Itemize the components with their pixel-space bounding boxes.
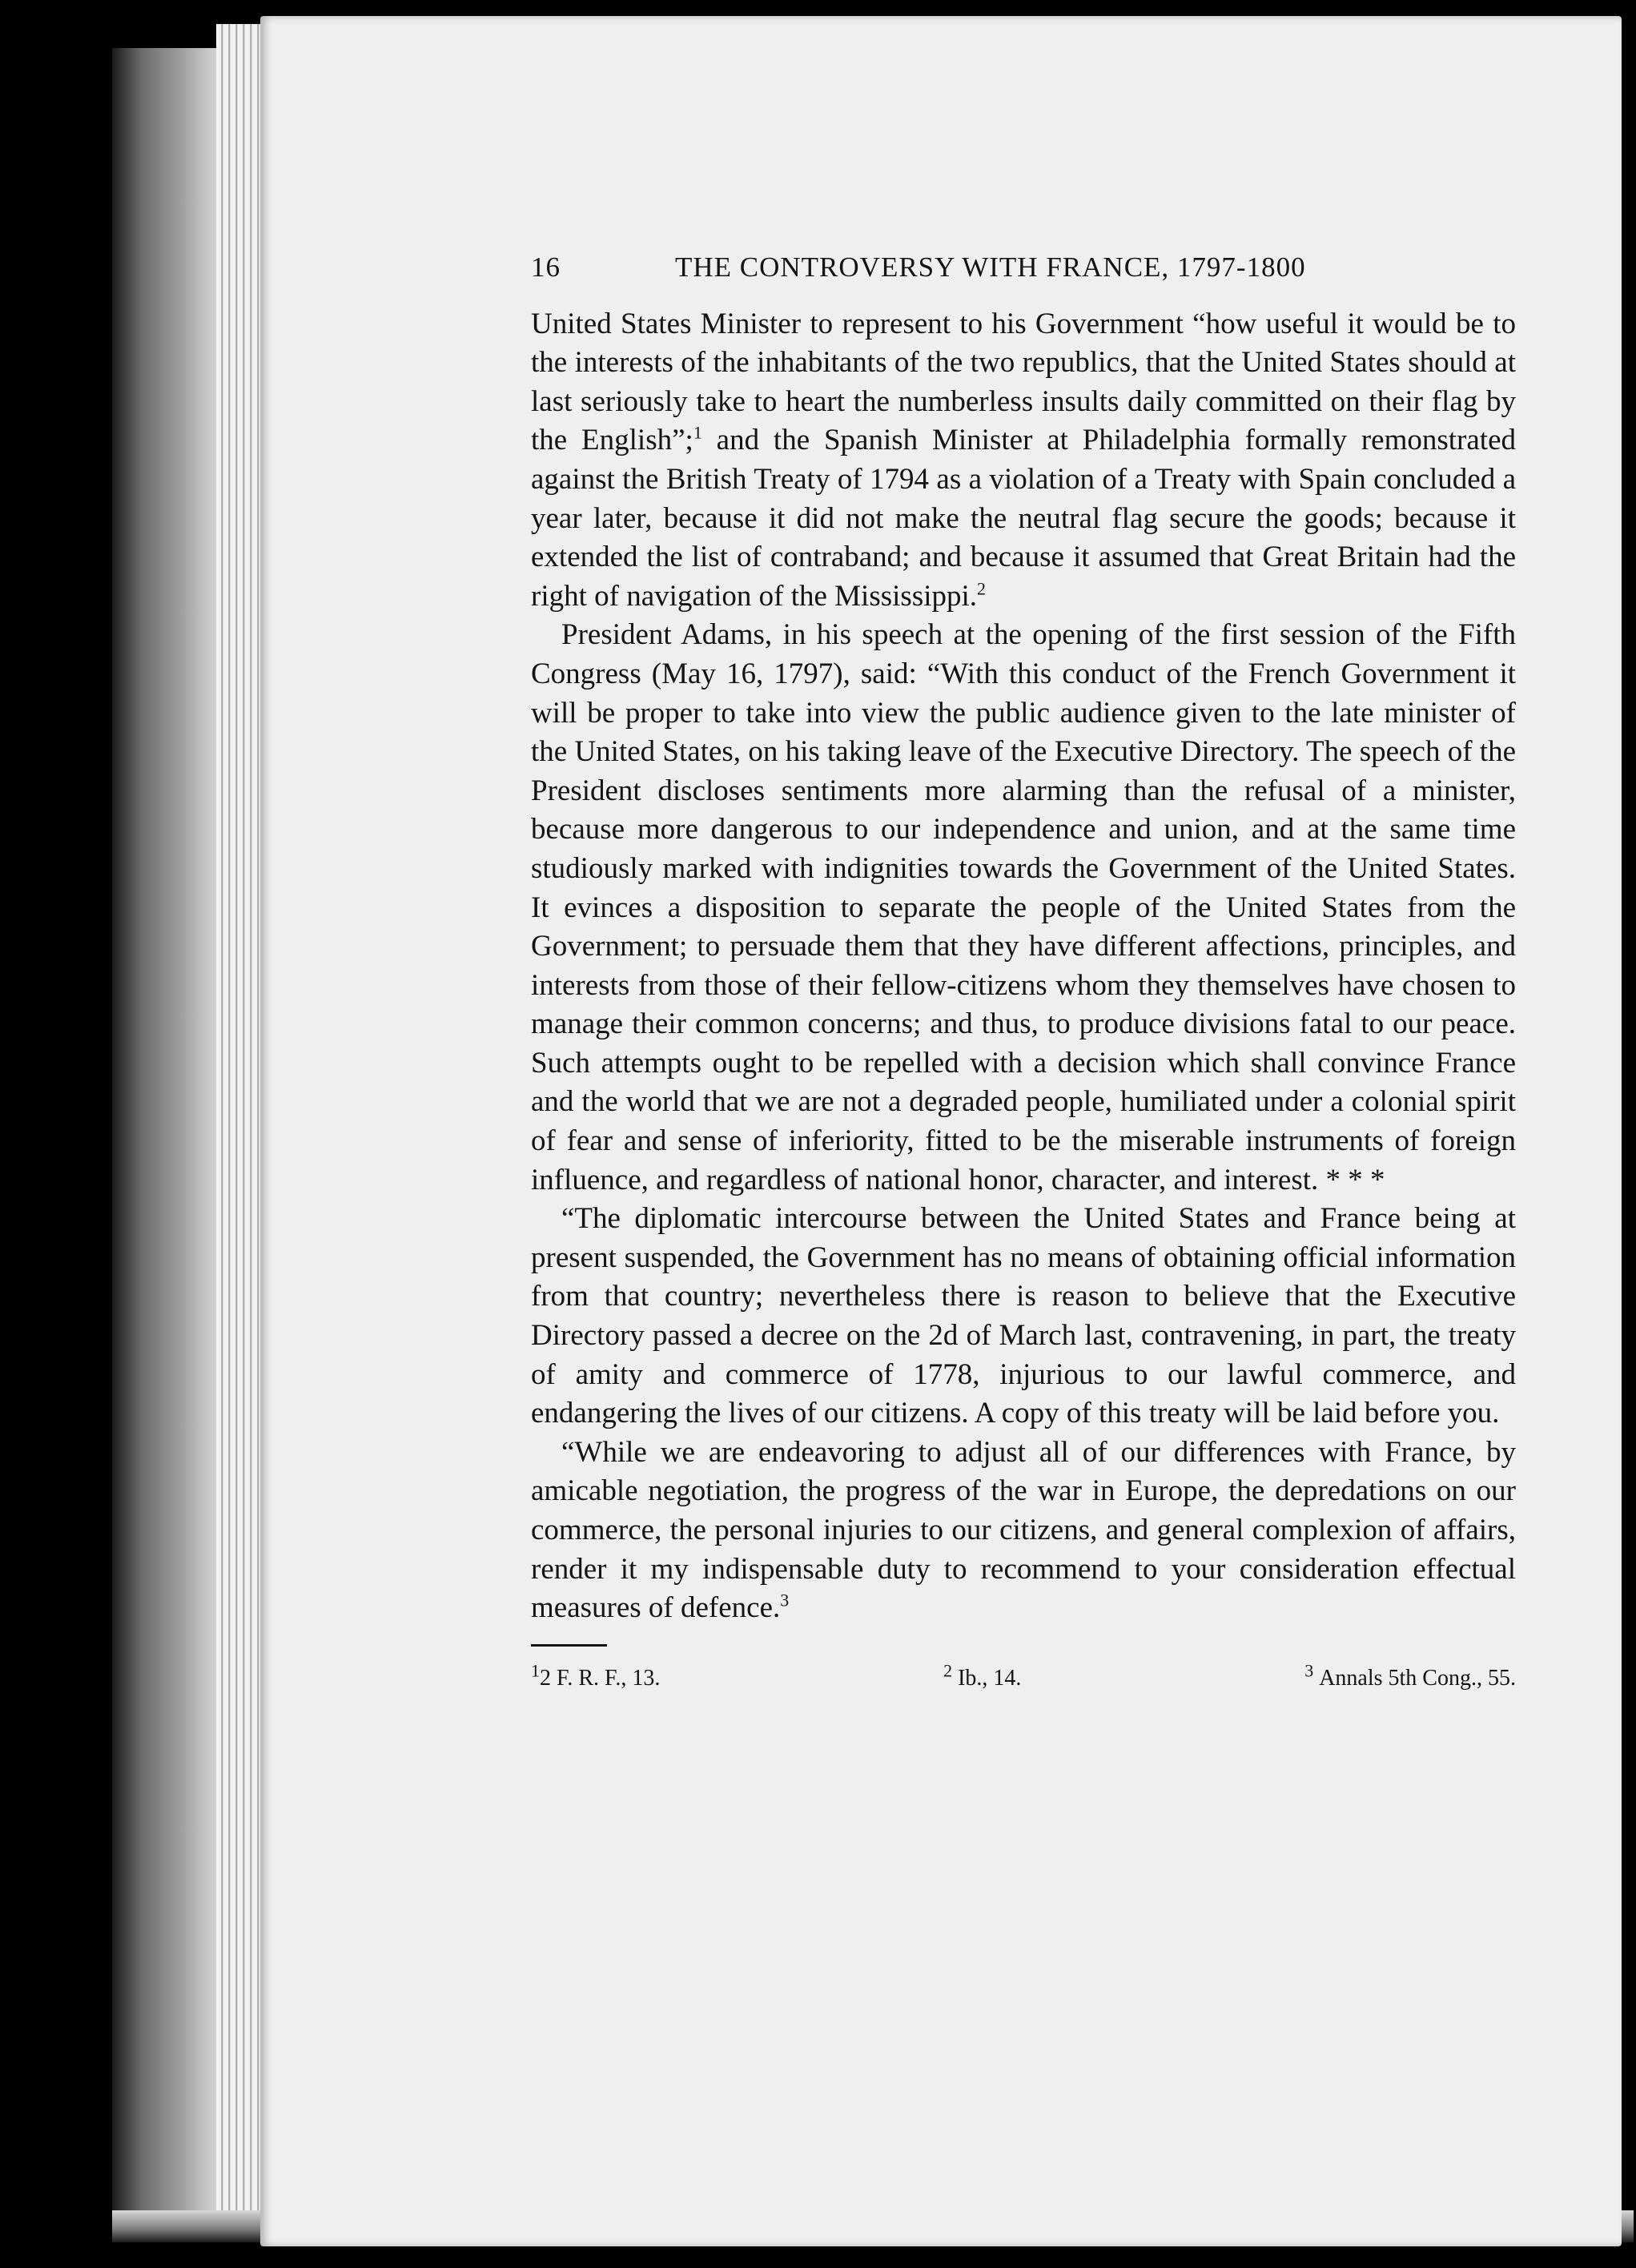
paragraph-1 xyxy=(531,305,1516,617)
footnote-2 xyxy=(943,1659,1021,1699)
paragraph-3: “The diplomatic intercourse between the United States and France being at present suspended, the Government has no means of obtaining official information from that country; nevertheless there is reason to believe that the Executive Directory passed a decree on the 2d of March last, contravening, in part, the treaty of amity and commerce of 1778, injurious to our lawful commerce, and endangering the lives of our citizens. A copy of this treaty will be laid before you. xyxy=(531,1202,1516,1430)
footnote-1-marker: 1 xyxy=(531,1660,540,1681)
paragraph-4-text: “While we are endeavoring to adjust all of our differences with France, by amicable negotiation, the progress of the war in Europe, the depredations on our commerce, the personal injuries to our citizens, and general complexion of affairs, render it my indispensable duty to recommend to your consideration effectual measures of defence. xyxy=(531,1435,1516,1625)
page-number: 16 xyxy=(531,251,561,283)
footnote-3 xyxy=(1304,1659,1516,1699)
paragraph-1-text-a: United States Minister to represent to his Government “how useful it would be to the interests of the inhabitants of the two republics, that the United States should at last seriously take to heart the numberless insults daily committed on their flag by the English”; xyxy=(531,307,1516,457)
footnote-rule xyxy=(531,1644,607,1647)
footnote-3-text: Annals 5th Cong., 55. xyxy=(1319,1665,1516,1691)
book-spine-edge xyxy=(112,48,232,2210)
footnote-ref-3: 3 xyxy=(780,1590,790,1611)
footnote-1 xyxy=(531,1659,660,1699)
paragraph-4 xyxy=(531,1434,1516,1628)
footnotes xyxy=(531,1659,1516,1699)
footnote-2-text: Ib., 14. xyxy=(958,1665,1022,1691)
footnote-ref-1: 1 xyxy=(693,423,702,444)
page-content xyxy=(531,248,1516,1698)
paragraph-2: President Adams, in his speech at the opening of the first session of the Fifth Congress (May 16, 1797), said: “With this conduct of the French Government it will be proper to take into view the public audience given to the late minister of the United States, on his taking leave of the Executive Directory. The speech of the President discloses sentiments more alarming than the refusal of a minister, because more dangerous to our independence and union, and at the same time studiously marked with indignities towards the Government of the United States. It evinces a disposition to separate the people of the United States from the Government; to persuade them that they have different affections, principles, and interests from those of their fellow-citizens whom they themselves have chosen to manage their common concerns; and thus, to produce divisions fatal to our peace. Such attempts ought to be repelled with a decision which shall convince France and the world that we are not a degraded people, humiliated under a colonial spirit of fear and sense of inferiority, fitted to be the miserable instruments of foreign influence, and regardless of national honor, character, and interest. * * * xyxy=(531,618,1516,1196)
running-head xyxy=(531,248,1516,288)
paragraph-1-text-b: and the Spanish Minister at Philadelphia formally remonstrated against the British Treaty of 1794 as a violation of a Treaty with Spain concluded a year later, because it did not make the neutral flag secure the goods; because it extended the list of contraband; and because it assumed that Great Britain had the right of navigation of the Mississippi. xyxy=(531,424,1516,613)
running-title: THE CONTROVERSY WITH FRANCE, 1797-1800 xyxy=(675,251,1306,283)
footnote-1-text: 2 F. R. F., 13. xyxy=(540,1665,661,1691)
page-stack-edges xyxy=(216,24,264,2234)
footnote-3-marker: 3 xyxy=(1304,1660,1314,1681)
footnote-2-marker: 2 xyxy=(943,1660,953,1681)
footnote-ref-2: 2 xyxy=(977,578,987,599)
